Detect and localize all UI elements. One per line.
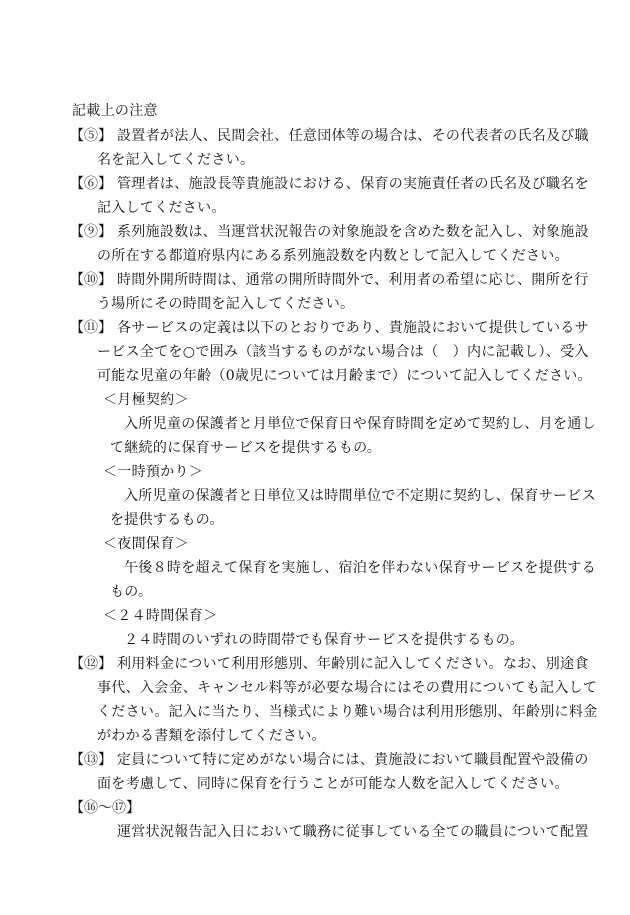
note-12-line-2: 事代、入会金、キャンセル料等が必要な場合にはその費用についても記入して (97, 680, 598, 696)
note-10-marker: 【⑩】 (70, 272, 112, 288)
note-9-marker: 【⑨】 (70, 224, 112, 240)
service-temporary-title: ＜一時預かり＞ (103, 464, 204, 480)
service-night-line-2: もの。 (110, 584, 153, 600)
service-monthly-title: ＜月極契約＞ (103, 392, 189, 408)
service-temporary-line-1: 入所児童の保護者と日単位又は時間単位で不定期に契約し、保育サービス (124, 488, 596, 504)
service-monthly-line-2: て継続的に保育サービスを提供するもの。 (110, 440, 382, 456)
note-16-17-line-1: 運営状況報告記入日において職務に従事している全ての職員について配置 (117, 824, 589, 840)
note-9-line-1: 系列施設数は、当運営状況報告の対象施設を含めた数を記入し、対象施設 (117, 224, 589, 240)
note-10-line-2: う場所にその時間を記入してください。 (97, 296, 355, 312)
note-5-marker: 【⑤】 (70, 128, 112, 144)
note-13-marker: 【⑬】 (70, 752, 112, 768)
note-12-marker: 【⑫】 (70, 656, 112, 672)
note-11-line-3: 可能な児童の年齢（0歳児については月齢まで）について記入してください。 (97, 368, 592, 384)
service-night-line-1: 午後８時を超えて保育を実施し、宿泊を伴わない保育サービスを提供する (124, 560, 596, 576)
note-6-line-2: 記入してください。 (97, 200, 226, 216)
note-9-line-2: の所在する都道府県内にある系列施設数を内数として記入してください。 (97, 248, 569, 264)
service-24h-title: ＜２４時間保育＞ (103, 608, 218, 624)
section-heading: 記載上の注意 (72, 103, 158, 119)
note-13-line-1: 定員について特に定めがない場合には、貴施設において職員配置や設備の (117, 752, 589, 768)
note-6-marker: 【⑥】 (70, 176, 112, 192)
service-temporary-line-2: を提供するもの。 (110, 512, 224, 528)
service-monthly-line-1: 入所児童の保護者と月単位で保育日や保育時間を定めて契約し、月を通し (124, 416, 596, 432)
note-11-marker: 【⑪】 (70, 320, 112, 336)
note-16-17-marker: 【⑯～⑰】 (70, 800, 140, 816)
note-11-line-2: ービス全てを○で囲み（該当するものがない場合は（ ）内に記載し）、受入 (97, 344, 589, 360)
note-12-line-3: ください。記入に当たり、当様式により難い場合は利用形態別、年齢別に料金 (97, 704, 598, 720)
note-6-line-1: 管理者は、施設長等貴施設における、保育の実施責任者の氏名及び職名を (117, 176, 589, 192)
service-24h-line-1: ２４時間のいずれの時間帯でも保育サービスを提供するもの。 (124, 632, 524, 648)
note-5-line-1: 設置者が法人、民間会社、任意団体等の場合は、その代表者の氏名及び職 (117, 128, 589, 144)
service-night-title: ＜夜間保育＞ (103, 536, 189, 552)
note-13-line-2: 面を考慮して、同時に保育を行うことが可能な人数を記入してください。 (97, 776, 569, 792)
note-12-line-1: 利用料金について利用形態別、年齢別に記入してください。なお、別途食 (117, 656, 589, 672)
note-5-line-2: 名を記入してください。 (97, 152, 255, 168)
note-11-line-1: 各サービスの定義は以下のとおりであり、貴施設において提供しているサ (117, 320, 589, 336)
note-12-line-4: がわかる書類を添付してください。 (97, 728, 326, 744)
note-10-line-1: 時間外開所時間は、通常の開所時間外で、利用者の希望に応じ、開所を行 (117, 272, 589, 288)
